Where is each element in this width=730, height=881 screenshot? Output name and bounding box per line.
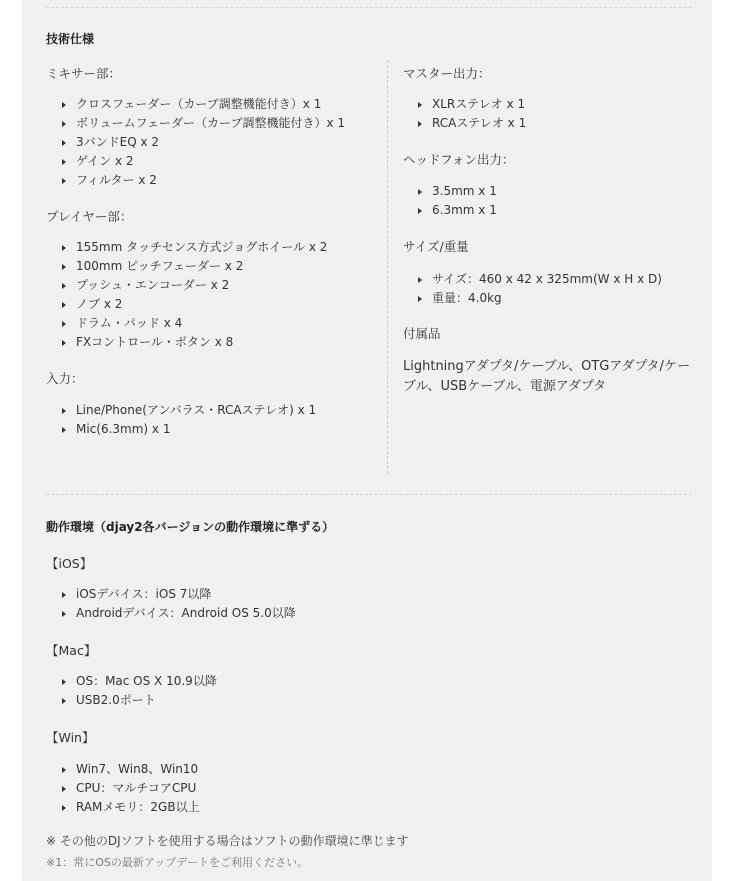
list-item: 3バンドEQ x 2	[62, 133, 345, 152]
bullet-icon	[62, 698, 66, 704]
list-item: USB2.0ポート	[62, 691, 217, 710]
list-item: プッシュ・エンコーダー x 2	[62, 276, 327, 295]
bullet-icon	[418, 277, 422, 283]
master-output-list	[418, 95, 526, 133]
mac-list	[62, 672, 217, 710]
win-label: 【Win】	[46, 730, 95, 745]
list-item: Win7、Win8、Win10	[62, 760, 200, 779]
master-output-label: マスター出力：	[403, 66, 491, 81]
bullet-icon	[418, 189, 422, 195]
list-item: フィルター x 2	[62, 171, 345, 190]
bullet-icon	[62, 786, 66, 792]
bullet-icon	[418, 296, 422, 302]
mac-label: 【Mac】	[46, 643, 97, 658]
list-item: Line/Phone(アンバラス・RCAステレオ) x 1	[62, 401, 316, 420]
list-item: 155mm タッチセンス方式ジョグホイール x 2	[62, 238, 327, 257]
bullet-icon	[62, 805, 66, 811]
bullet-icon	[62, 408, 66, 414]
input-label: 入力：	[46, 371, 84, 386]
bullet-icon	[418, 208, 422, 214]
bullet-icon	[62, 427, 66, 433]
list-item: RCAステレオ x 1	[418, 114, 526, 133]
top-divider	[46, 7, 692, 8]
list-item: 100mm ピッチフェーダー x 2	[62, 257, 327, 276]
list-item: ボリュームフェーダー（カーブ調整機能付き）x 1	[62, 114, 345, 133]
bullet-icon	[62, 340, 66, 346]
list-item: ノブ x 2	[62, 295, 327, 314]
bullet-icon	[418, 121, 422, 127]
specs-heading: 技術仕様	[46, 32, 95, 46]
list-item: クロスフェーダー（カーブ調整機能付き）x 1	[62, 95, 345, 114]
headphone-output-label: ヘッドフォン出力：	[403, 152, 515, 167]
bullet-icon	[62, 302, 66, 308]
list-item: ゲイン x 2	[62, 152, 345, 171]
bullet-icon	[62, 321, 66, 327]
size-weight-list	[418, 270, 662, 308]
list-item: iOSデバイス：iOS 7以降	[62, 585, 296, 604]
input-list	[62, 401, 316, 439]
bullet-icon	[418, 102, 422, 108]
bullet-icon	[62, 159, 66, 165]
win-list	[62, 760, 200, 817]
ios-list	[62, 585, 296, 623]
list-item: Mic(6.3mm) x 1	[62, 420, 316, 439]
bullet-icon	[62, 178, 66, 184]
bullet-icon	[62, 283, 66, 289]
list-item: 3.5mm x 1	[418, 182, 497, 201]
bullet-icon	[62, 140, 66, 146]
headphone-output-list	[418, 182, 497, 220]
section-divider	[46, 494, 692, 495]
list-item: FXコントロール・ボタン x 8	[62, 333, 327, 352]
size-weight-label: サイズ/重量	[403, 239, 469, 254]
list-item: OS：Mac OS X 10.9以降	[62, 672, 217, 691]
list-item: ドラム・パッド x 4	[62, 314, 327, 333]
ios-label: 【iOS】	[46, 556, 93, 571]
list-item: 重量：4.0kg	[418, 289, 662, 308]
player-label: プレイヤー部：	[46, 209, 133, 224]
list-item: サイズ：460 x 42 x 325mm(W x H x D)	[418, 270, 662, 289]
bullet-icon	[62, 102, 66, 108]
dj-software-note: ※ その他のDJソフトを使用する場合はソフトの動作環境に準じます	[46, 834, 409, 848]
list-item: 6.3mm x 1	[418, 201, 497, 220]
list-item: CPU：マルチコアCPU	[62, 779, 200, 798]
mixer-label: ミキサー部：	[46, 66, 122, 81]
bullet-icon	[62, 679, 66, 685]
player-list	[62, 238, 327, 352]
list-item: RAMメモリ：2GB以上	[62, 798, 200, 817]
column-divider	[387, 60, 388, 474]
os-update-note: ※1：常にOSの最新アップデートをご利用ください。	[46, 856, 309, 869]
bullet-icon	[62, 245, 66, 251]
bullet-icon	[62, 121, 66, 127]
list-item: Androidデバイス：Android OS 5.0以降	[62, 604, 296, 623]
accessories-label: 付属品	[403, 326, 441, 341]
mixer-list	[62, 95, 345, 190]
accessories-text: Lightningアダプタ/ケーブル、OTGアダプタ/ケーブル、USBケーブル、電源アダプタ	[403, 359, 690, 394]
env-heading: 動作環境（djay2各バージョンの動作環境に準ずる）	[46, 520, 335, 534]
list-item: XLRステレオ x 1	[418, 95, 526, 114]
bullet-icon	[62, 264, 66, 270]
bullet-icon	[62, 592, 66, 598]
bullet-icon	[62, 767, 66, 773]
bullet-icon	[62, 611, 66, 617]
